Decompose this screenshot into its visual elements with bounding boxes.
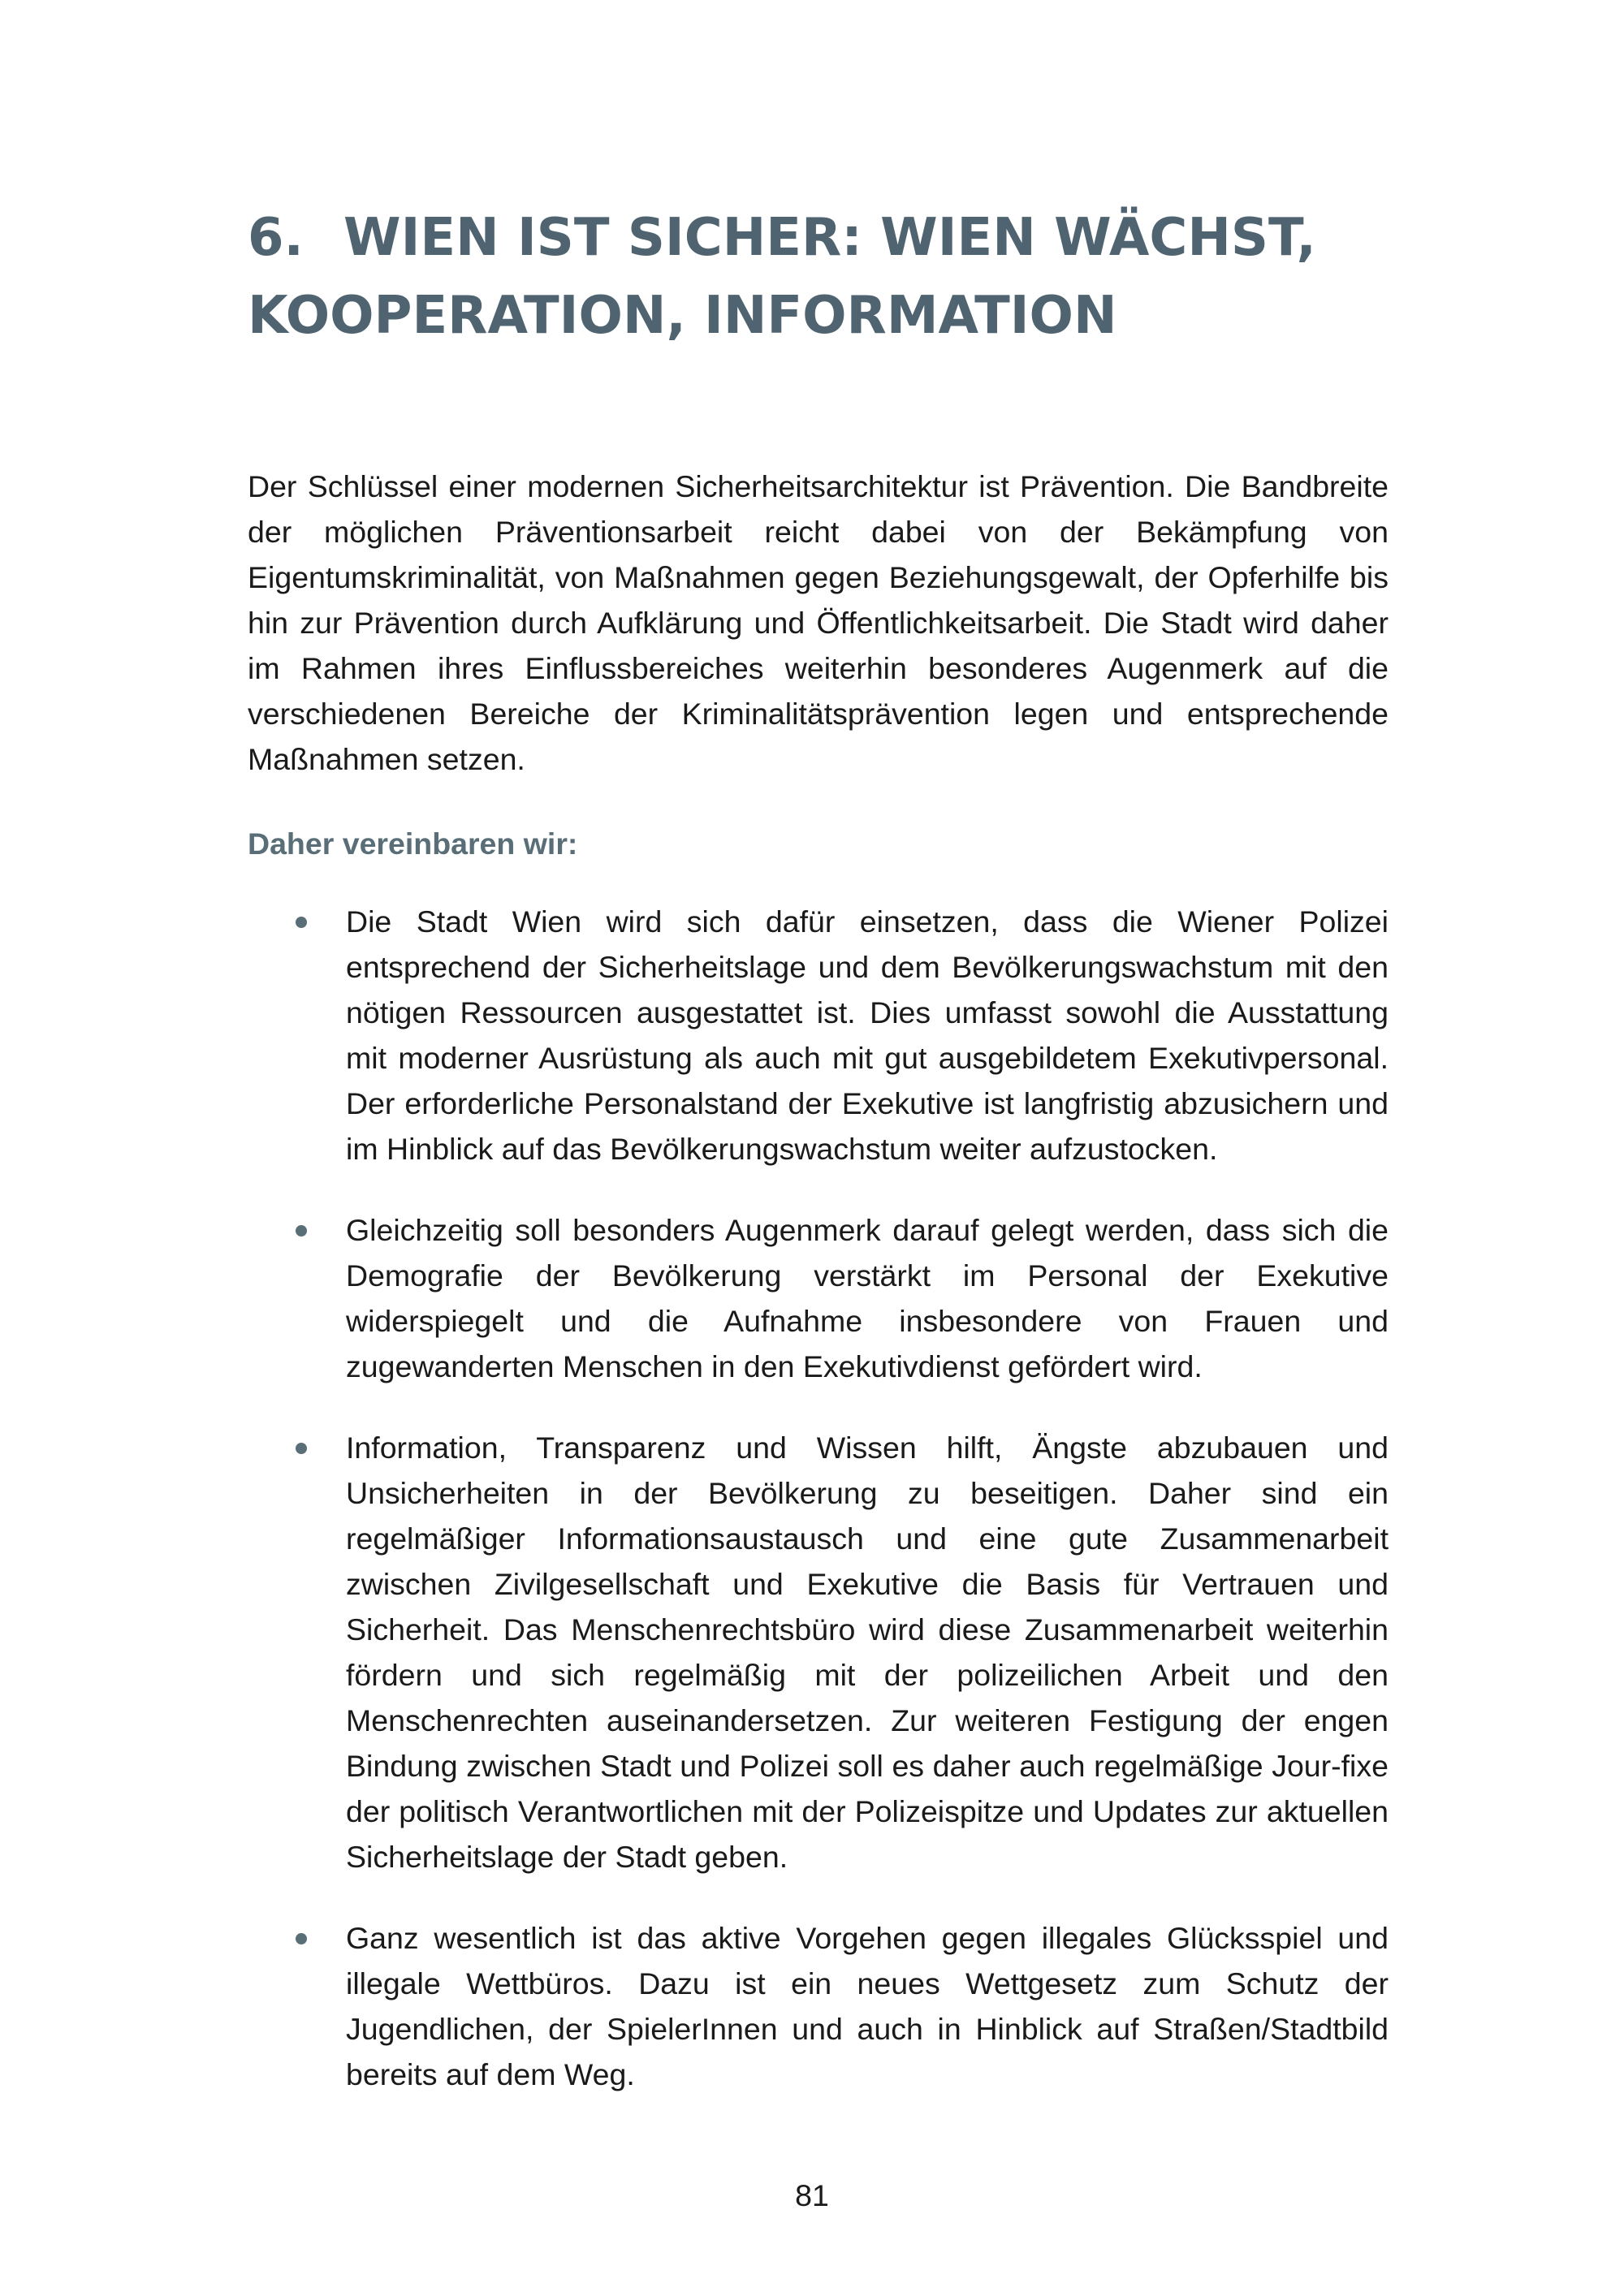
intro-paragraph: Der Schlüssel einer modernen Sicherheitsarchitektur ist Prävention. Die Bandbreite der möglichen Präventionsarbeit reicht dabei von der Bekämpfung von Eigentumskriminalität, von Maßnahmen gegen Beziehungsgewalt, der Opferhilfe bis hin zur Prävention durch Aufklärung und Öffentlichkeitsarbeit. Die Stadt wird daher im Rahmen ihres Einflussbereiches weiterhin besonderes Augenmerk auf die verschiedenen Bereiche der Kriminalitätsprävention legen und entsprechende Maßnahmen setzen. [248,469,1389,776]
list-item-text: Ganz wesentlich ist das aktive Vorgehen gegen illegales Glücksspiel und illegale Wettbüros. Dazu ist ein neues Wettgesetz zum Schutz der Jugendlichen, der SpielerInnen und auch in Hinblick auf Straßen/Stadtbild bereits auf dem Weg. [346,1921,1389,2091]
measures-list [248,899,1389,2133]
chapter-heading [248,199,1401,355]
chapter-title-line-1: WIEN IST SICHER: WIEN WÄCHST, [343,208,1316,268]
list-item [248,1425,1389,1880]
list-item-text: Die Stadt Wien wird sich dafür einsetzen, dass die Wiener Polizei entsprechend der Sicherheitslage und dem Bevölkerungswachstum mit den nötigen Ressourcen ausgestattet ist. Dies umfasst sowohl die Ausstattung mit moderner Ausrüstung als auch mit gut ausgebildetem Exekutivpersonal. Der erforderliche Personalstand der Exekutive ist langfristig abzusichern und im Hinblick auf das Bevölkerungswachstum weiter aufzustocken. [346,904,1389,1166]
bullet-icon [296,917,307,928]
bullet-icon [296,1225,307,1236]
chapter-title-line-2: KOOPERATION, INFORMATION [248,286,1117,346]
list-item [248,1915,1389,2097]
list-item-text: Information, Transparenz und Wissen hilft, Ängste abzubauen und Unsicherheiten in der Bevölkerung zu beseitigen. Daher sind ein regelmäßiger Informationsaustausch und eine gute Zusammenarbeit zwischen Zivilgesellschaft und Exekutive die Basis für Vertrauen und Sicherheit. Das Menschenrechtsbüro wird diese Zusammenarbeit weiterhin fördern und sich regelmäßig mit der polizeilichen Arbeit und den Menschenrechten auseinandersetzen. Zur weiteren Festigung der engen Bindung zwischen Stadt und Polizei soll es daher auch regelmäßige Jour-fixe der politisch Verantwortlichen mit der Polizeispitze und Updates zur aktuellen Sicherheitslage der Stadt geben. [346,1431,1389,1874]
list-item [248,1207,1389,1389]
list-item-text: Gleichzeitig soll besonders Augenmerk darauf gelegt werden, dass sich die Demografie der Bevölkerung verstärkt im Personal der Exekutive widerspiegelt und die Aufnahme insbesondere von Frauen und zugewanderten Menschen in den Exekutivdienst gefördert wird. [346,1213,1389,1383]
chapter-number: 6. [248,208,304,268]
bullet-icon [296,1443,307,1454]
section-subheading: Daher vereinbaren wir: [248,826,578,861]
list-item [248,899,1389,1172]
page-number: 81 [795,2178,829,2212]
bullet-icon [296,1933,307,1944]
